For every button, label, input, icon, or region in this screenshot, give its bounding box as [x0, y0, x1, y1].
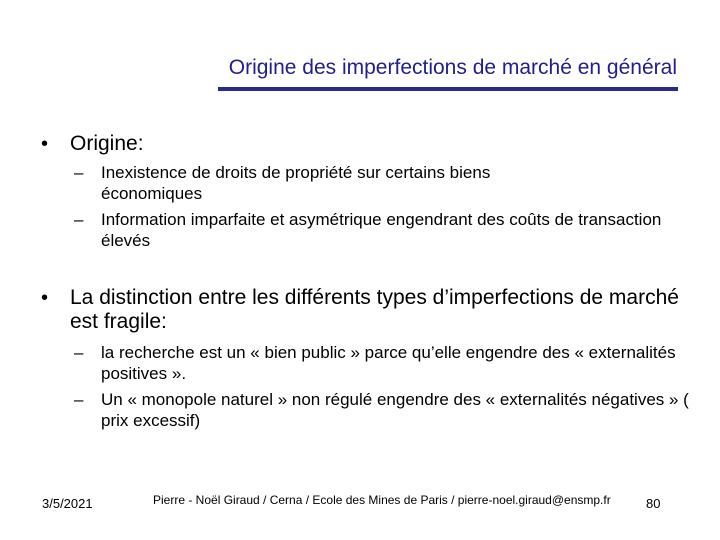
title-underline — [218, 87, 678, 91]
footer-date: 3/5/2021 — [42, 496, 93, 511]
subitem-information — [74, 209, 676, 251]
bullet-origine — [41, 132, 144, 156]
slide-title: Origine des imperfections de marché en général — [228, 56, 677, 79]
subitem-property-rights — [74, 162, 581, 204]
bullet-distinction — [41, 286, 690, 334]
subitem-text: la recherche est un « bien public » parce qu’elle engendre des « externalités positives ». — [101, 343, 676, 383]
subitem-text: Information imparfaite et asymétrique engendrant des coûts de transaction élevés — [101, 210, 662, 250]
bullet-text: Origine: — [70, 132, 144, 155]
footer-credit: Pierre - Noël Giraud / Cerna / Ecole des Mines de Paris / pierre-noel.giraud@ensmp.fr — [153, 493, 611, 507]
subitem-natural-monopoly — [74, 389, 701, 431]
subitem-text: Inexistence de droits de propriété sur certains biens économiques — [101, 163, 491, 203]
bullet-marker: • — [41, 133, 49, 155]
page-number: 80 — [646, 496, 661, 511]
bullet-text: La distinction entre les différents types d’imperfections de marché est fragile: — [70, 286, 679, 333]
subitem-public-good — [74, 342, 681, 384]
subitem-text: Un « monopole naturel » non régulé engendre des « externalités négatives » ( prix excessif) — [101, 390, 689, 430]
subitem-marker: – — [74, 343, 84, 362]
subitem-marker: – — [74, 163, 84, 182]
subitem-marker: – — [74, 390, 84, 409]
bullet-marker: • — [41, 287, 49, 309]
subitem-marker: – — [74, 210, 84, 229]
